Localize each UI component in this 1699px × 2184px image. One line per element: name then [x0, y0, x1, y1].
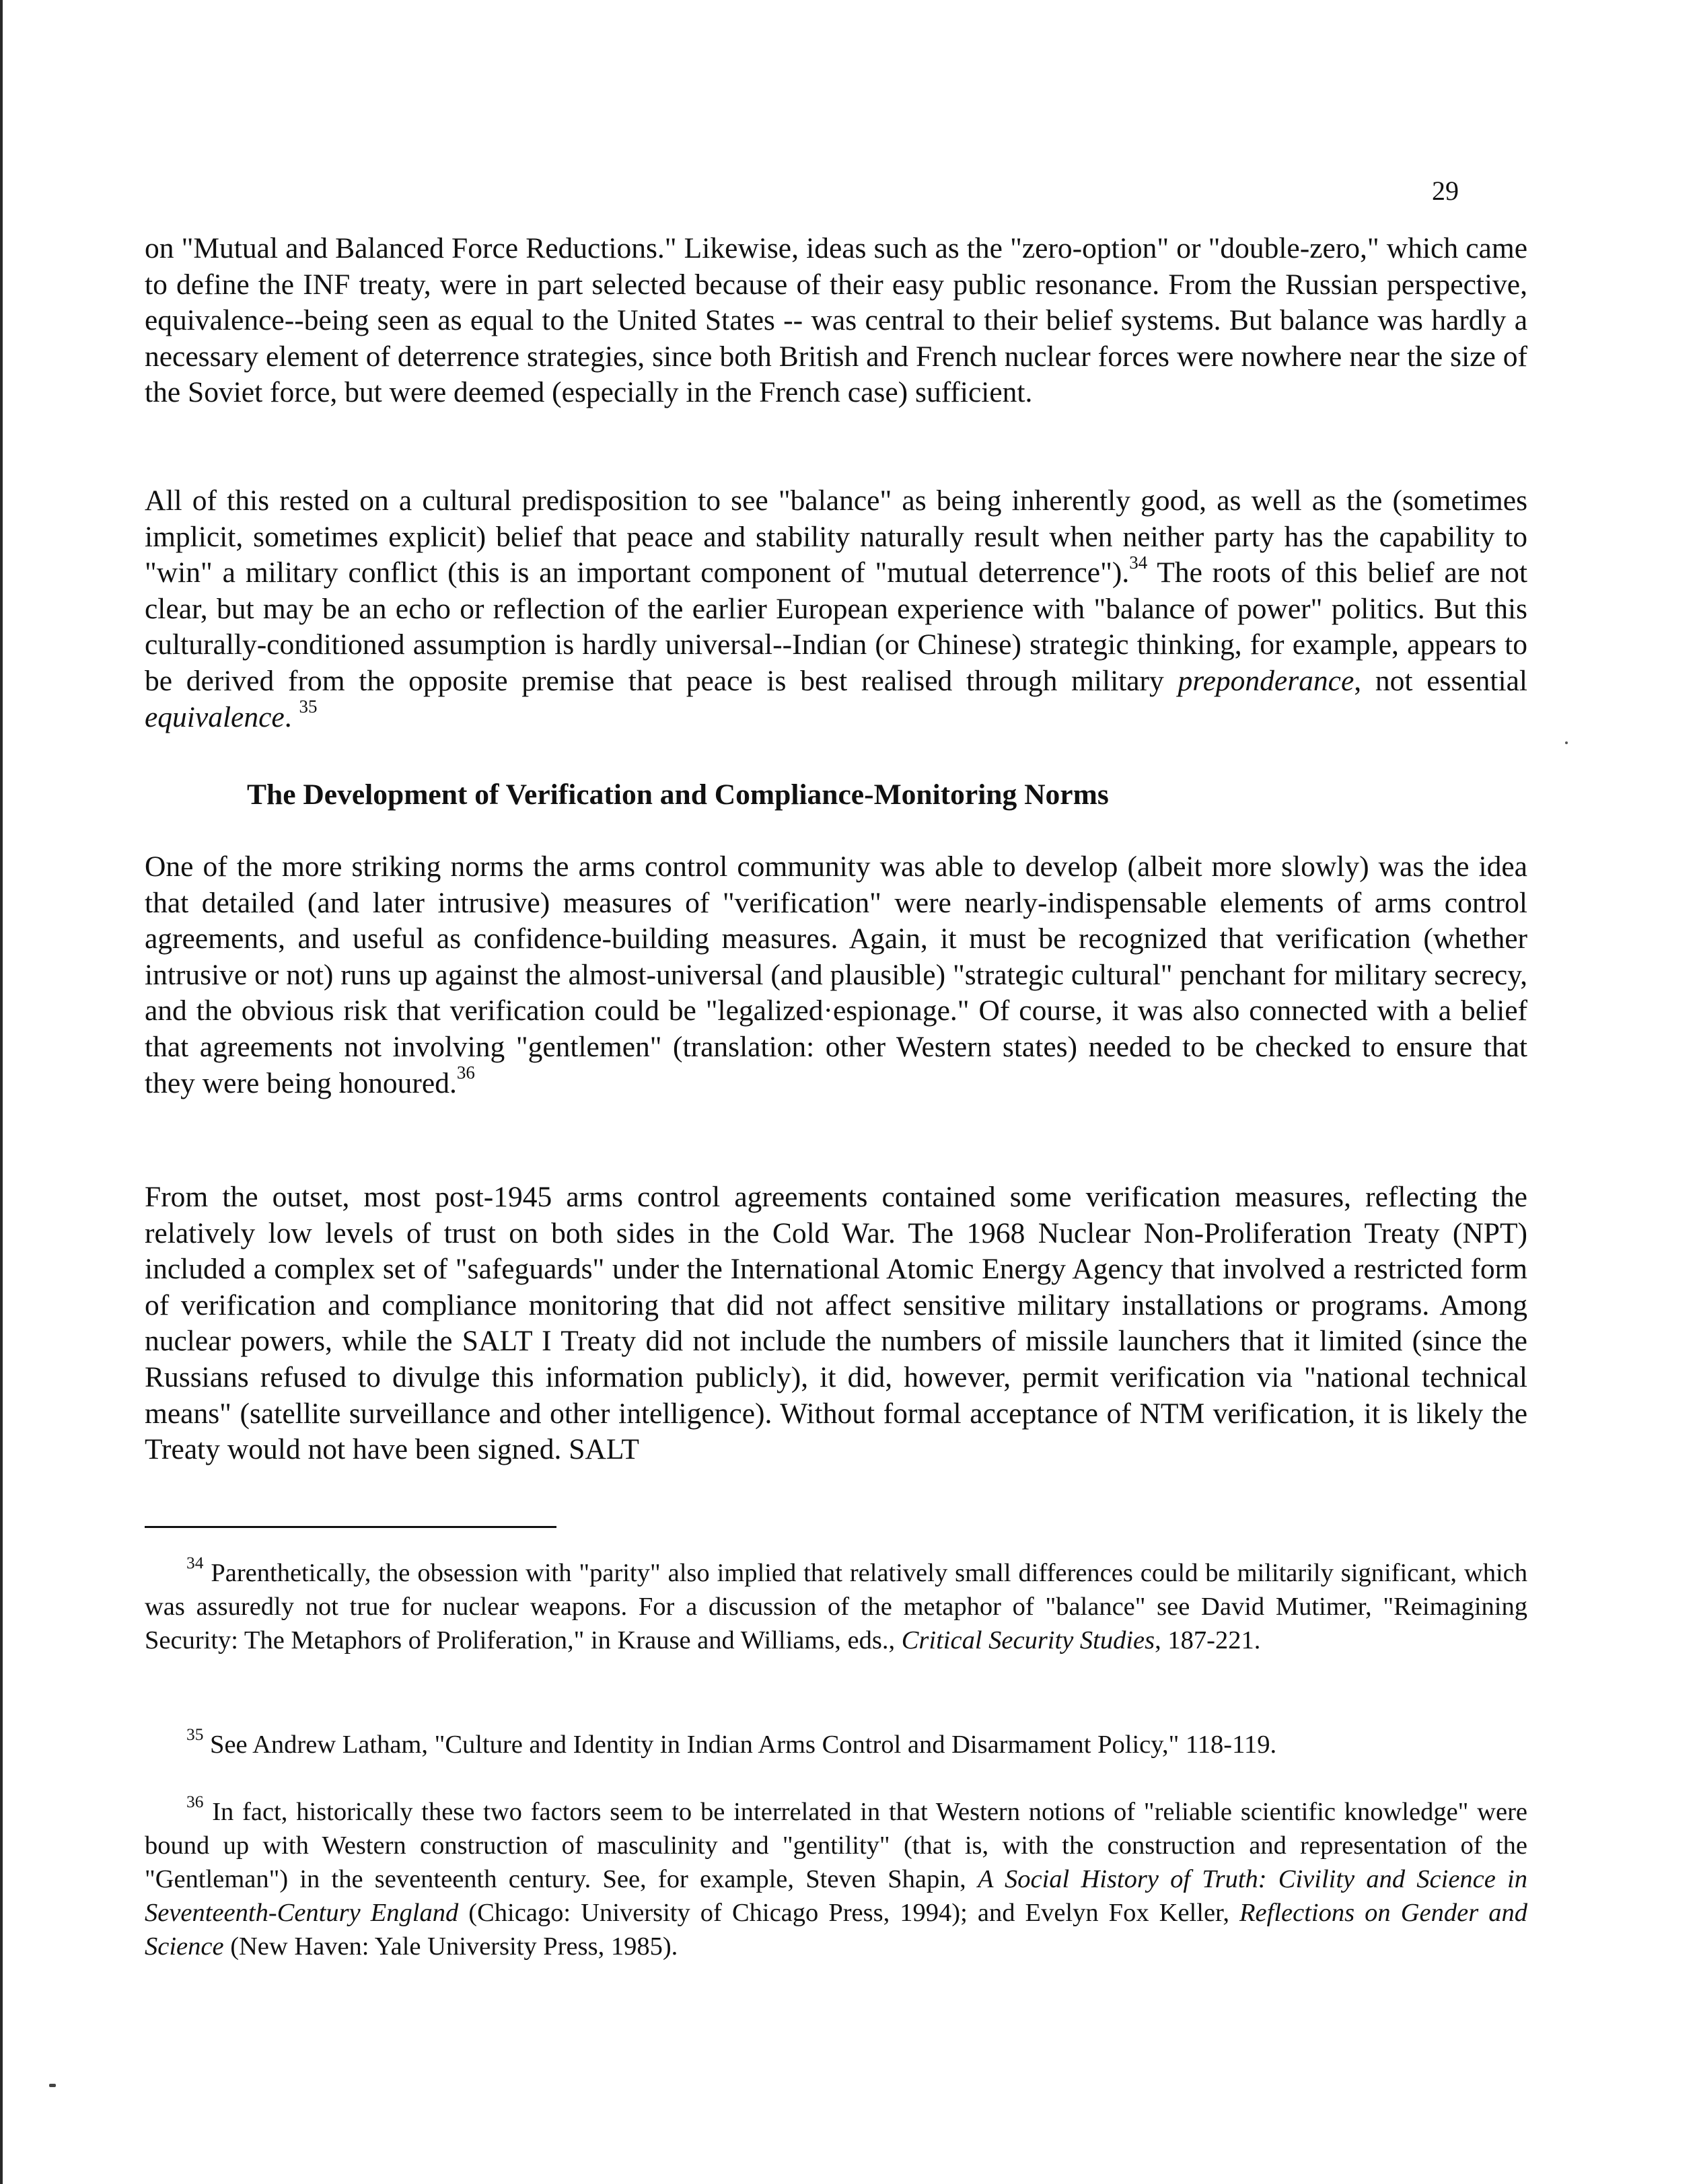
- footnote-text: , 187-221.: [1155, 1626, 1261, 1654]
- body-paragraph: [145, 849, 1527, 1101]
- footnote-mark: 36: [186, 1792, 204, 1811]
- paragraph-text: , not essential: [1354, 664, 1527, 697]
- footnote-text: (Chicago: University of Chicago Press, 1994); and Evelyn Fox Keller,: [458, 1899, 1240, 1927]
- footnote-text: Parenthetically, the obsession with "parity" also implied that relatively small differences could be militarily significant, which was assuredly not true for nuclear weapons. For a discussion of the metaphor of "balance" see David Mutimer, "Reimagining Security: The Metaphors of Proliferation," in Krause and Williams, eds.,: [145, 1559, 1527, 1654]
- paragraph-text: .: [284, 700, 299, 733]
- footnote-separator: [145, 1526, 556, 1528]
- paragraph-text: All of this rested on a cultural predisposition to see "balance" as being inherently good, as well as the (sometimes implicit, sometimes explicit) belief that peace and stability naturally result when neither party has the capability to "win" a military conflict (this is an important component of "mutual deterrence").: [145, 484, 1527, 589]
- footnote: [145, 1553, 1527, 1657]
- scan-speck: [1565, 741, 1568, 744]
- footnote-reference: 35: [299, 696, 318, 717]
- cited-title: Critical Security Studies: [901, 1626, 1155, 1654]
- page-number: 29: [1432, 176, 1459, 206]
- paragraph-text: One of the more striking norms the arms control community was able to develop (albeit more slowly) was the idea that detailed (and later intrusive) measures of "verification" were nearly-indispensable elements of arms control agreements, and useful as confidence-building measures. Again, it must be recognized that verification (whether intrusive or not) runs up against the almost-universal (and plausible) "strategic cultural" penchant for military secrecy, and the obvious risk that verification could be "legalized·espionage." Of course, it was also connected with a belief that agreements not involving "gentlemen" (translation: other Western states) needed to be checked to ensure that they were being honoured.: [145, 850, 1527, 1099]
- body-paragraph: [145, 483, 1527, 735]
- scan-speck: [49, 2084, 56, 2087]
- body-paragraph: on "Mutual and Balanced Force Reductions." Likewise, ideas such as the "zero-option" or "double-zero," which came to define the INF treaty, were in part selected because of their easy public resonance. From the Russian perspective, equivalence--being seen as equal to the United States -- was central to their belief systems. But balance was hardly a necessary element of deterrence strategies, since both British and French nuclear forces were nowhere near the size of the Soviet force, but were deemed (especially in the French case) sufficient.: [145, 232, 1527, 409]
- footnote-text: In fact, historically these two factors seem to be interrelated in that Western notions of "reliable scientific knowledge" were bound up with Western construction of masculinity and "gentility" (that is, with the construction and representation of the "Gentleman") in the seventeenth century. See, for example, Steven Shapin,: [145, 1798, 1527, 1893]
- footnote: [145, 1724, 1527, 1761]
- footnote-mark: 35: [186, 1724, 204, 1744]
- cited-title: Reflections on Gender and Science: [145, 1899, 1528, 1961]
- footnote-reference: 36: [456, 1062, 475, 1083]
- body-paragraph: From the outset, most post-1945 arms control agreements contained some verification measures, reflecting the relatively low levels of trust on both sides in the Cold War. The 1968 Nuclear Non-Proliferation Treaty (NPT) included a complex set of "safeguards" under the International Atomic Energy Agency that involved a restricted form of verification and compliance monitoring that did not affect sensitive military installations or programs. Among nuclear powers, while the SALT I Treaty did not include the numbers of missile launchers that it limited (since the Russians refused to divulge this information publicly), it did, however, permit verification via "national technical means" (satellite surveillance and other intelligence). Without formal acceptance of NTM verification, it is likely the Treaty would not have been signed. SALT: [145, 1181, 1527, 1466]
- emphasized-term: preponderance: [1178, 664, 1354, 697]
- footnote-reference: 34: [1129, 552, 1148, 573]
- scan-edge-line: [0, 0, 3, 2184]
- footnote-text: See Andrew Latham, "Culture and Identity in Indian Arms Control and Disarmament Policy," 118-119.: [203, 1731, 1277, 1759]
- footnote-text: (New Haven: Yale University Press, 1985).: [223, 1932, 678, 1961]
- cited-title: A Social History of Truth: Civility and Science in Seventeenth-Century England: [145, 1865, 1527, 1927]
- emphasized-term: equivalence: [145, 700, 285, 733]
- paragraph-text: The roots of this belief are not clear, but may be an echo or reflection of the earlier European experience with "balance of power" politics. But this culturally-conditioned assumption is hardly universal--Indian (or Chinese) strategic thinking, for example, appears to be derived from the opposite premise that peace is best realised through military: [145, 556, 1528, 697]
- section-heading: The Development of Verification and Compliance-Monitoring Norms: [247, 778, 1109, 811]
- footnote: [145, 1792, 1528, 1963]
- footnote-mark: 34: [186, 1553, 204, 1572]
